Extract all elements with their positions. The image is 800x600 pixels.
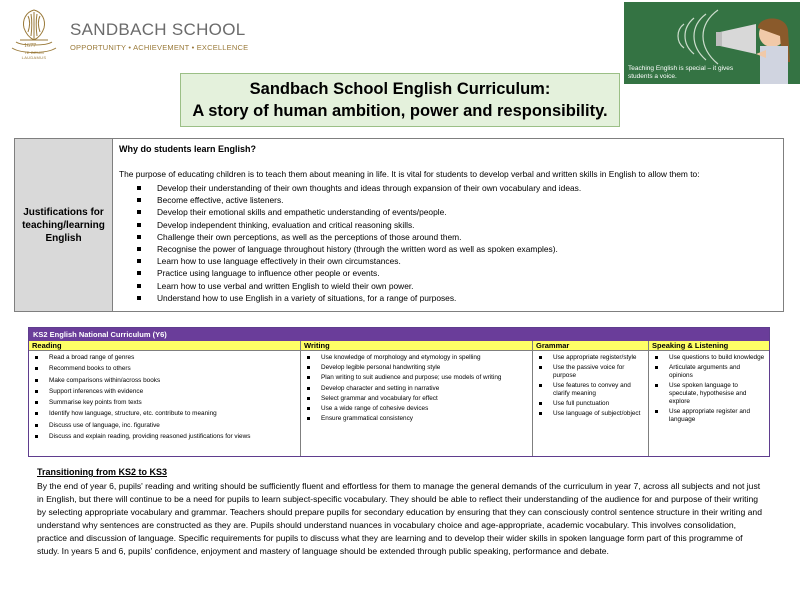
list-item: Learn how to use verbal and written English to wield their own power.: [137, 280, 581, 292]
transition-body: By the end of year 6, pupils' reading and writing should be sufficiently fluent and effortless for them to manage the general demands of the curriculum in year 7, across all subjects and not just in English, but there will continue to be a need for pupils to learn subject-specific vocabulary. They should be able to reflect their understanding of the audience for and purpose of their writing by selecting appropriate vocabulary and grammar. Teachers should prepare pupils for secondary education by ensuring that they can consciously control sentence structure in their writing and understand why sentences are constructed as they are. Pupils should understand nuances in vocabulary choice and age-appropriate, academic vocabulary. This involves consolidation, practice and discussion of language. Specific requirements for pupils to discuss what they are learning and to develop their wider skills in spoken language form part of this programme of study. In years 5 and 6, pupils' confidence, enjoyment and mastery of language should be extended through public speaking, performance and debate.: [37, 481, 762, 556]
list-item: Ensure grammatical consistency: [305, 415, 528, 423]
list-item: Use full punctuation: [537, 400, 644, 408]
list-item: Use appropriate register and language: [653, 408, 765, 424]
justifications-body: [117, 139, 781, 311]
list-item: Discuss and explain reading, providing reasoned justifications for views: [33, 433, 296, 441]
writing-column: [301, 341, 533, 456]
school-name: SANDBACH SCHOOL: [70, 20, 246, 39]
list-item: Read a broad range of genres: [33, 354, 296, 362]
title-box: [180, 73, 620, 127]
list-item: Select grammar and vocabulary for effect: [305, 395, 528, 403]
list-item: Use features to convey and clarify meaning: [537, 382, 644, 398]
list-item: Practice using language to influence other people or events.: [137, 267, 581, 279]
justifications-list: [137, 182, 581, 304]
list-item: Recommend books to others: [33, 365, 296, 373]
header-photo: [624, 2, 800, 84]
list-item: Use language of subject/object: [537, 410, 644, 418]
list-item: Use spoken language to speculate, hypothesise and explore: [653, 382, 765, 406]
list-item: Use a wide range of cohesive devices: [305, 405, 528, 413]
list-item: Learn how to use language effectively in their own circumstances.: [137, 255, 581, 267]
speaking-list: [649, 351, 769, 424]
list-item: Identify how language, structure, etc. contribute to meaning: [33, 410, 296, 418]
list-item: Develop independent thinking, evaluation and critical reasoning skills.: [137, 219, 581, 231]
reading-list: [29, 351, 300, 441]
reading-column: [29, 341, 301, 456]
title-line-2: A story of human ambition, power and responsibility.: [192, 102, 608, 120]
crest-year: 1677: [24, 43, 36, 49]
grammar-list: [533, 351, 648, 418]
list-item: Support inferences with evidence: [33, 388, 296, 396]
justifications-intro: The purpose of educating children is to teach them about meaning in life. It is vital for students to develop verbal and written skills in English to allow them to:: [119, 169, 700, 179]
grammar-column: [533, 341, 649, 456]
list-item: Use knowledge of morphology and etymology in spelling: [305, 354, 528, 362]
school-logo: [6, 6, 249, 60]
ks2-header: KS2 English National Curriculum (Y6): [29, 328, 769, 341]
list-item: Summarise key points from texts: [33, 399, 296, 407]
list-item: Articulate arguments and opinions: [653, 364, 765, 380]
speaking-column: [649, 341, 769, 456]
crest-motto: TE DEUM LAUDAMUS: [21, 50, 47, 60]
writing-header: Writing: [301, 341, 532, 351]
list-item: Develop their emotional skills and empathetic understanding of events/people.: [137, 206, 581, 218]
ks2-curriculum-table: [28, 327, 770, 457]
list-item: Understand how to use English in a variety of situations, for a range of purposes.: [137, 292, 581, 304]
writing-list: [301, 351, 532, 423]
list-item: Use questions to build knowledge: [653, 354, 765, 362]
list-item: Develop character and setting in narrative: [305, 385, 528, 393]
list-item: Discuss use of language, inc. figurative: [33, 422, 296, 430]
justifications-question: Why do students learn English?: [119, 144, 257, 154]
title-line-1: Sandbach School English Curriculum:: [249, 80, 551, 98]
justifications-table: [14, 138, 784, 312]
list-item: Make comparisons within/across books: [33, 377, 296, 385]
grammar-header: Grammar: [533, 341, 648, 351]
list-item: Develop legible personal handwriting style: [305, 364, 528, 372]
list-item: Recognise the power of language throughout history (through the written word as well as spoken examples).: [137, 243, 581, 255]
list-item: Use appropriate register/style: [537, 354, 644, 362]
reading-header: Reading: [29, 341, 300, 351]
list-item: Become effective, active listeners.: [137, 194, 581, 206]
transition-title: Transitioning from KS2 to KS3: [37, 467, 168, 477]
list-item: Develop their understanding of their own thoughts and ideas through expansion of their own vocabulary and ideas.: [137, 182, 581, 194]
justifications-label: Justifications for teaching/learning English: [15, 139, 113, 311]
list-item: Challenge their own perceptions, as well as the perceptions of those around them.: [137, 231, 581, 243]
list-item: Use the passive voice for purpose: [537, 364, 644, 380]
transition-section: [37, 467, 767, 558]
speaking-header: Speaking & Listening: [649, 341, 769, 351]
list-item: Plan writing to suit audience and purpose; use models of writing: [305, 374, 528, 382]
photo-caption: Teaching English is special – it gives students a voice.: [628, 65, 734, 80]
school-tagline: OPPORTUNITY • ACHIEVEMENT • EXCELLENCE: [70, 43, 249, 52]
